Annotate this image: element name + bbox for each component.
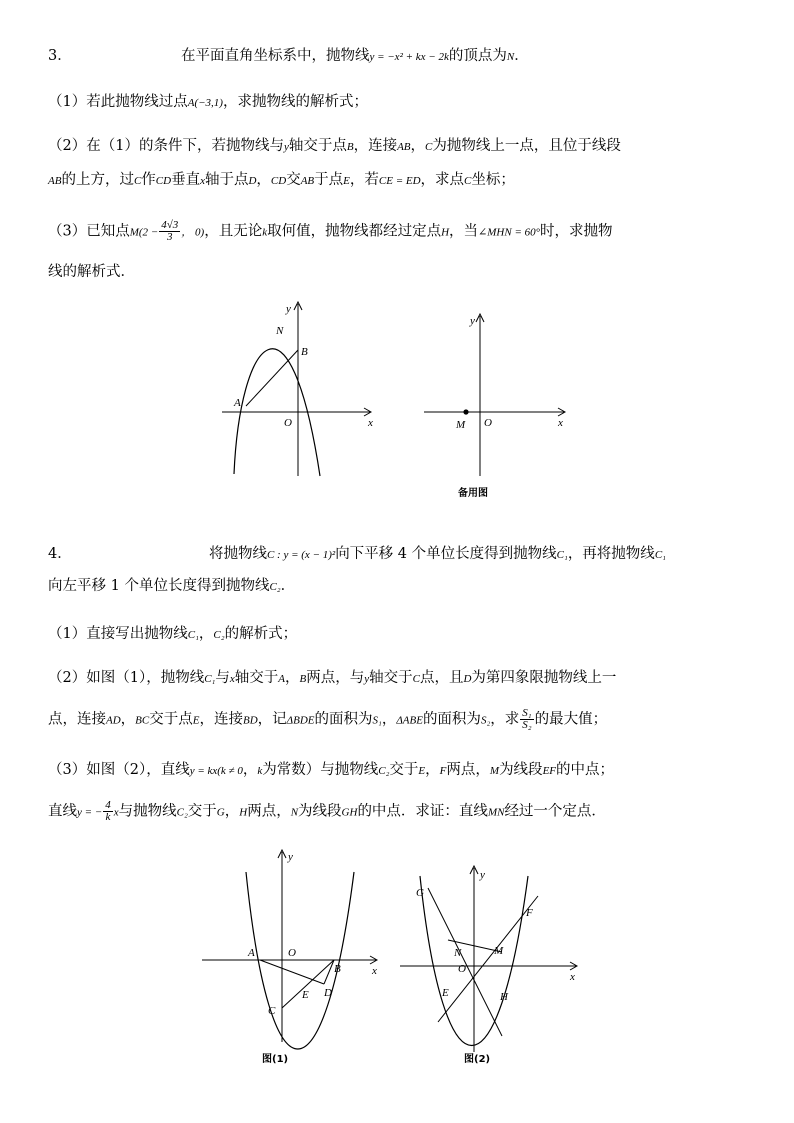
q3-number: 3． [48,48,72,64]
label-g: G [416,887,424,899]
label-y: y [286,303,291,315]
figure1-caption: 图(1) [262,1054,289,1065]
label-y: y [480,869,485,881]
label-x: x [558,417,563,429]
chord-ab [246,350,298,406]
label-e: E [442,987,449,999]
label-a: A [234,397,241,409]
q3-part3-line1: （3）已知点M(2 − $\frac{4√3}{3}$ ， 0)，且无论k取何值，抛物线都经过定点H，当∠MHN = 60°时，求抛物 [48,219,613,243]
label-m: M [494,945,504,957]
q3-figure-backup [424,310,572,502]
segment-bd [324,960,334,984]
q3-stem: 3． 在平面直角坐标系中，抛物线y = −x² + kx − 2k的顶点为N． [48,48,529,64]
label-o: O [288,947,296,959]
q4-number: 4． [48,546,72,562]
label-x: x [372,965,377,977]
label-a: A [248,947,255,959]
q4-figure-1 [200,848,386,1074]
label-n: N [454,947,462,959]
label-b: B [334,963,341,975]
figure2-caption: 图(2) [464,1054,491,1065]
q4-s-ratio: $\frac{\text{S₁}}{\text{S₂}}$ [522,707,532,731]
q4-stem-line1: 4． 将抛物线C : y = (x − 1)²向下平移 4 个单位长度得到抛物线C₁，再将抛物线C₁ [48,546,666,562]
label-d: D [324,987,332,999]
q3-figure-parabola [220,298,380,480]
q4-figure-2 [398,862,584,1074]
q3-part1: （1）若此抛物线过点A(−3,1)，求抛物线的解析式； [48,94,368,110]
label-y: y [288,851,293,863]
label-f: F [526,907,533,919]
point-m [463,409,468,414]
q3-fraction: $\frac{4√3}{3}$ [161,219,179,243]
q3-part2-line2: AB的上方，过C作CD垂直x轴于点D，CD交AB于点E，若CE = ED，求点C坐标； [48,172,515,188]
label-o: O [458,963,466,975]
q4-stem-line2: 向左平移 1 个单位长度得到抛物线C₂． [48,578,296,594]
line-gh [428,888,502,1036]
q4-slope-fraction: $\frac{4}{k}$ [105,799,111,823]
label-c: C [268,1005,276,1017]
q4-part2-line2: 点，连接AD，BC交于点E，连接BD，记ΔBDE的面积为S₁，ΔABE的面积为S₂，求 $\frac{\text{S₁}}{\text{S₂}}$ 的最大值； [48,707,608,731]
backup-caption: 备用图 [458,488,488,499]
q4-part2-line1: （2）如图（1），抛物线C₁与x轴交于A，B两点，与y轴交于C点，且D为第四象限抛物线上一 [48,670,617,686]
label-x: x [368,417,373,429]
q3-part3-line2: 线的解析式． [48,264,135,280]
q3-part2-line1: （2）在（1）的条件下，若抛物线与y轴交于点B，连接AB，C为抛物线上一点，且位于线段 [48,138,621,154]
label-o: O [284,417,292,429]
label-o: O [484,417,492,429]
q4-part1: （1）直接写出抛物线C₁，C₂的解析式； [48,626,298,642]
label-n: N [276,325,284,337]
q4-part3-line2: 直线y = − $\frac{4}{k}$ x与抛物线C₂交于G，H两点，N为线段GH的中点．求证：直线MN经过一个定点． [48,799,606,823]
label-y: y [470,315,475,327]
label-h: H [500,991,508,1003]
segment-ad [260,960,324,984]
label-e: E [302,989,309,1001]
label-b: B [301,346,308,358]
label-m: M [456,419,466,431]
line-ef [438,896,538,1022]
q4-part3-line1: （3）如图（2），直线y = kx(k ≠ 0，k为常数）与抛物线C₂交于E，F两点，M为线段EF的中点； [48,762,615,778]
label-x: x [570,971,575,983]
